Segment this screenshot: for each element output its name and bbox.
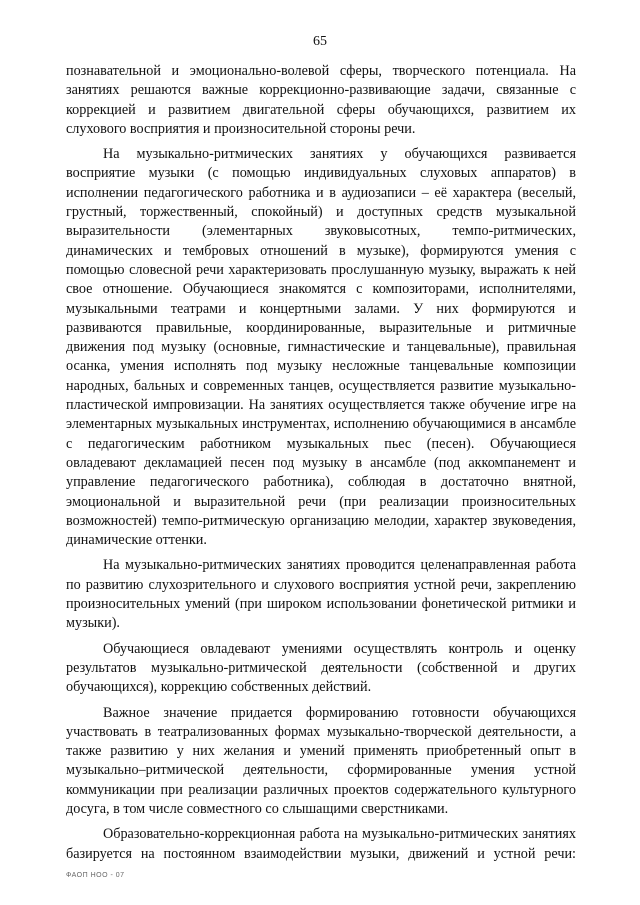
paragraph-4: Обучающиеся овладевают умениями осуществлять контроль и оценку результатов музыкально-ритмической деятельности (собственной и других обучающихся), коррекцию собственных действий.: [66, 640, 576, 696]
paragraph-6: Образовательно-коррекционная работа на музыкально-ритмических занятиях базируется на постоянном взаимодействии музыки, движений и устной речи:: [66, 826, 576, 862]
paragraph-5: Важное значение придается формированию готовности обучающихся участвовать в театрализованных формах музыкально-творческой деятельности, а также развитию у них желания и умений применять приобретенный опыт в музыкально–ритмической деятельности, сформированные умения устной коммуникации при реализации различных проектов содержательного культурного досуга, в том числе совместного со слышащими сверстниками.: [66, 704, 576, 817]
paragraph-1: познавательной и эмоционально-волевой сферы, творческого потенциала. На занятиях решаются важные коррекционно-развивающие задачи, связанные с коррекцией и развитием двигательной сферы обучающихся, развитием их слухового восприятия и произносительной стороны речи.: [66, 63, 576, 137]
footer-mark: ФАОП НОО - 07: [66, 872, 125, 879]
document-body: [66, 62, 576, 864]
page-number: 65: [313, 34, 327, 49]
paragraph-2: На музыкально-ритмических занятиях у обучающихся развивается восприятие музыки (с помощью индивидуальных слуховых аппаратов) в исполнении педагогического работника и в аудиозаписи – её характера (веселый, грустный, торжественный, спокойный) и доступных средств музыкальной выразительности (элементарных звуковысотных, темпо-ритмических, динамических и тембровых отношений в музыке), формируются умения с помощью словесной речи характеризовать прослушанную музыку, выражать к ней свое отношение. Обучающиеся знакомятся с композиторами, исполнителями, музыкальными театрами и концертными залами. У них формируются и развиваются правильные, координированные, выразительные и ритмичные движения под музыку (основные, гимнастические и танцевальные), правильная осанка, умения исполнять под музыку несложные танцевальные композиции народных, бальных и современных танцев, осуществляется развитие музыкально-пластической импровизации. На занятиях осуществляется также обучение игре на элементарных музыкальных инструментах, исполнению обучающимися в ансамбле с педагогическим работником музыкальных пьес (песен). Обучающиеся овладевают декламацией песен под музыку в ансамбле (под аккомпанемент и управление педагогического работника), соблюдая в достаточно внятной, эмоциональной и выразительной речи (при реализации произносительных возможностей) темпо-ритмическую организацию мелодии, характер звуковедения, динамические оттенки.: [66, 146, 576, 549]
paragraph-3: На музыкально-ритмических занятиях проводится целенаправленная работа по развитию слухозрительного и слухового восприятия устной речи, закреплению произносительных умений (при широком использовании фонетической ритмики и музыки).: [66, 557, 576, 632]
